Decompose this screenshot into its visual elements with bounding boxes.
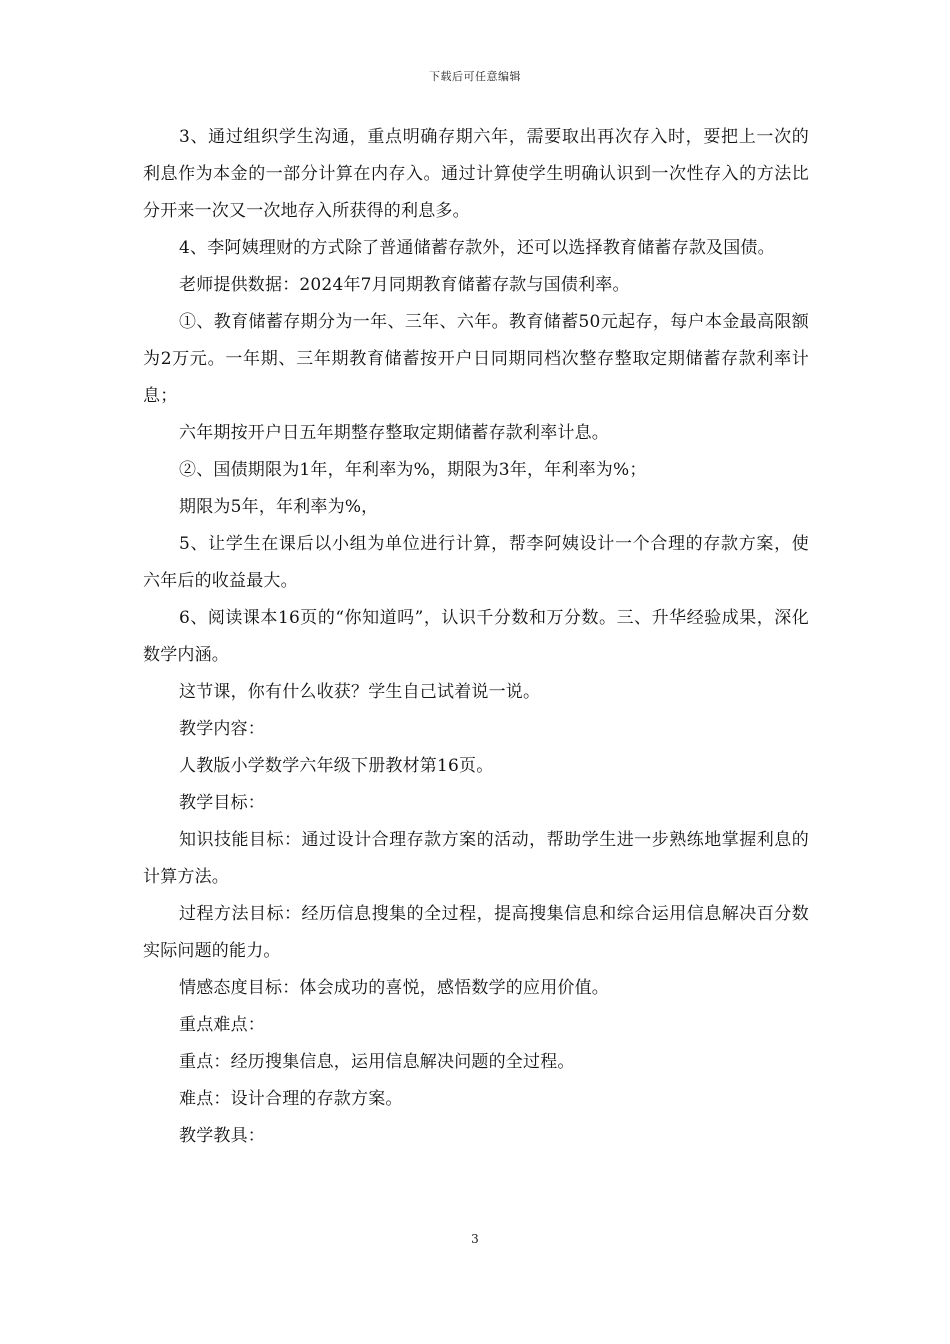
paragraph-process-goal: 过程方法目标：经历信息搜集的全过程，提高搜集信息和综合运用信息解决百分数实际问题的能力。 [143, 904, 809, 961]
paragraph-education-savings: ①、教育储蓄存期分为一年、三年、六年。教育储蓄50元起存，每户本金最高限额为2万元。一年期、三年期教育储蓄按开户日同期同档次整存整取定期储蓄存款利率计息； [143, 312, 809, 406]
page-number: 3 [471, 1232, 479, 1246]
paragraph-step-4: 4、李阿姨理财的方式除了普通储蓄存款外，还可以选择教育储蓄存款及国债。 [179, 238, 775, 258]
paragraph-difficulty: 难点：设计合理的存款方案。 [179, 1089, 403, 1109]
heading-key-points: 重点难点： [179, 1015, 265, 1035]
paragraph-step-3: 3、通过组织学生沟通，重点明确存期六年，需要取出再次存入时，要把上一次的利息作为本金的一部分计算在内存入。通过计算使学生明确认识到一次性存入的方法比分开来一次又一次地存入所获得的利息多。 [143, 127, 809, 221]
paragraph-step-5: 5、让学生在课后以小组为单位进行计算，帮李阿姨设计一个合理的存款方案，使六年后的收益最大。 [143, 534, 809, 591]
paragraph-knowledge-goal: 知识技能目标：通过设计合理存款方案的活动，帮助学生进一步熟练地掌握利息的计算方法。 [143, 830, 809, 887]
paragraph-bond-five-year: 期限为5年，年利率为%， [179, 497, 379, 517]
page-header: 下载后可任意编辑 [429, 70, 521, 83]
paragraph-textbook: 人教版小学数学六年级下册教材第16页。 [179, 756, 494, 776]
paragraph-teacher-data: 老师提供数据：2024年7月同期教育储蓄存款与国债利率。 [179, 275, 630, 295]
document-body [143, 119, 809, 1155]
heading-teaching-goals: 教学目标： [179, 793, 265, 813]
paragraph-six-year-rate: 六年期按开户日五年期整存整取定期储蓄存款利率计息。 [179, 423, 609, 443]
heading-teaching-content: 教学内容： [179, 719, 265, 739]
paragraph-summary-question: 这节课，你有什么收获？学生自己试着说一说。 [179, 682, 541, 702]
paragraph-bond-terms: ②、国债期限为1年，年利率为%，期限为3年，年利率为%； [179, 460, 647, 480]
paragraph-emotion-goal: 情感态度目标：体会成功的喜悦，感悟数学的应用价值。 [179, 978, 609, 998]
paragraph-step-6: 6、阅读课本16页的“你知道吗”，认识千分数和万分数。三、升华经验成果，深化数学内涵。 [143, 608, 809, 665]
heading-teaching-aids: 教学教具： [179, 1126, 265, 1146]
paragraph-key-point: 重点：经历搜集信息，运用信息解决问题的全过程。 [179, 1052, 575, 1072]
